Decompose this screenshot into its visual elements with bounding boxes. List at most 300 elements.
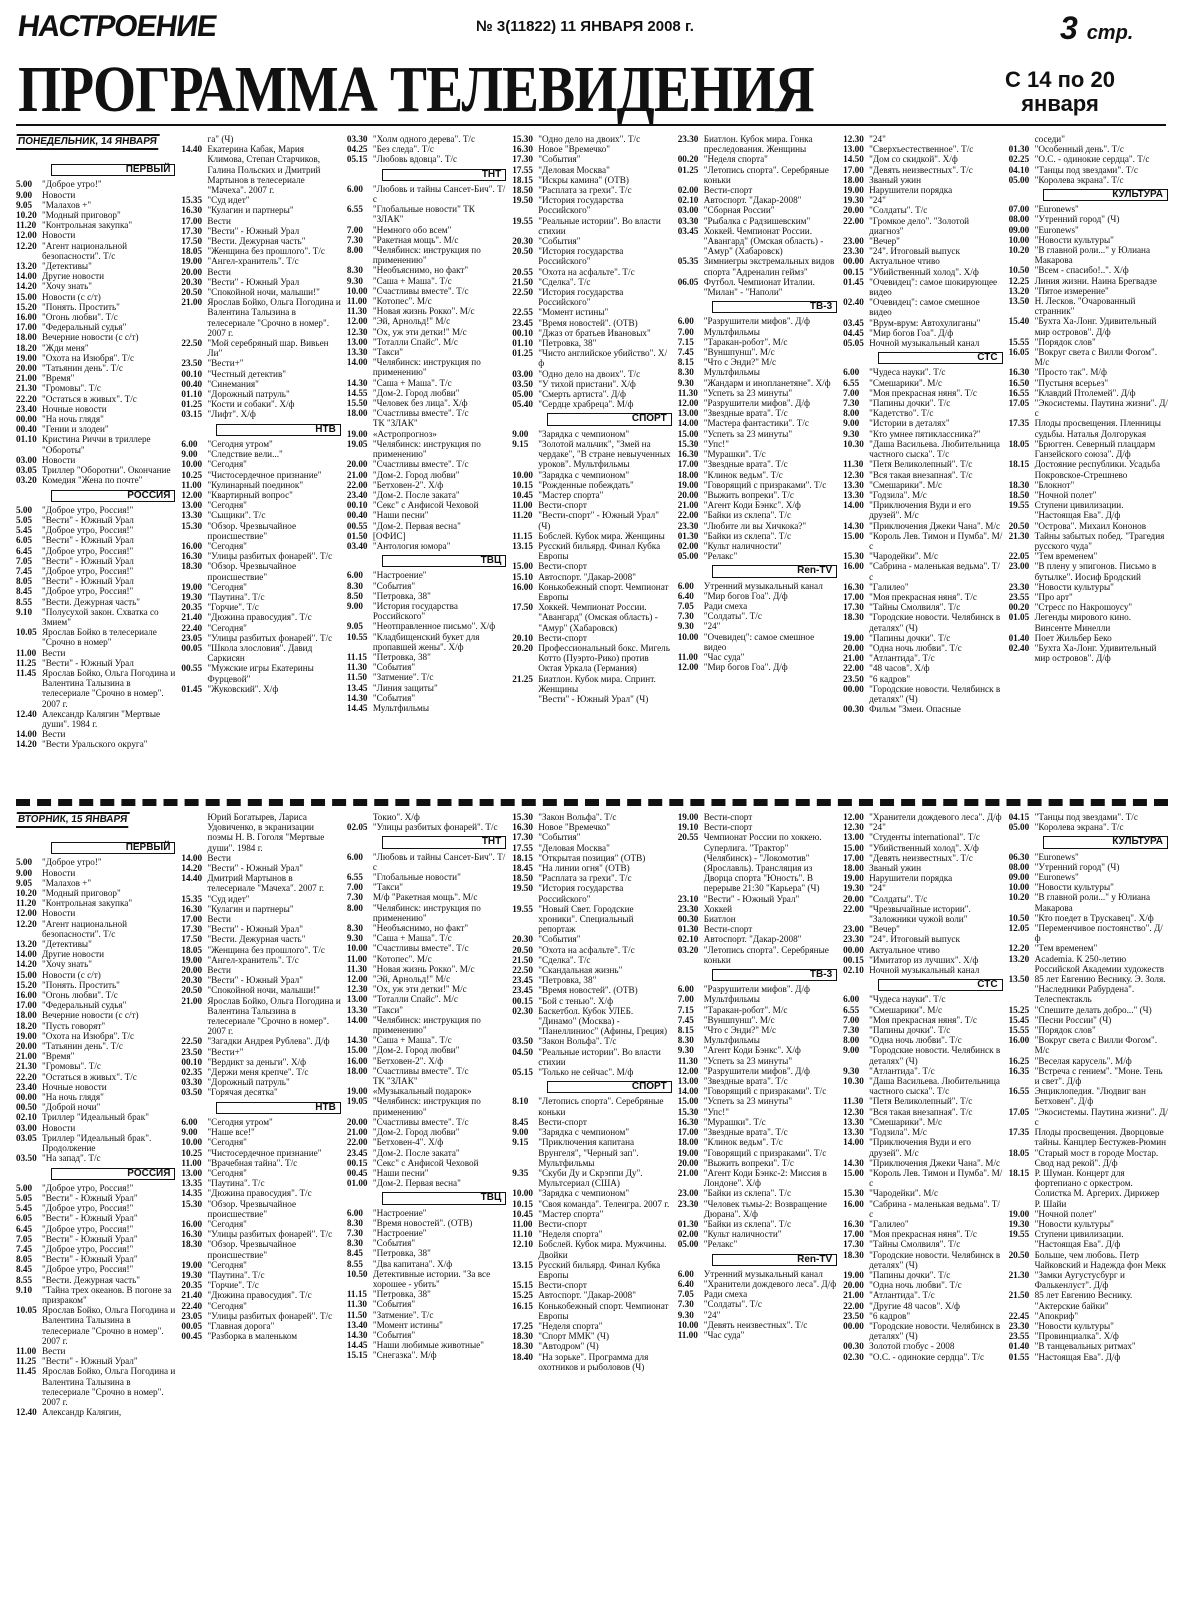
program-item — [16, 465, 175, 475]
program-item — [678, 398, 837, 408]
program-item — [16, 1021, 175, 1031]
program-time: 01.30 — [1008, 144, 1030, 155]
program-time: 14.30 — [346, 692, 368, 703]
program-item — [678, 994, 837, 1004]
program-time: 18.00 — [16, 1010, 37, 1021]
program-time: 01.25 — [181, 399, 203, 410]
program-title: Ступени цивилизации. "Настоящая Ева". Д/ф — [1034, 500, 1124, 521]
masthead: НАСТРОЕНИЕ — [15, 10, 219, 43]
program-title: "Татьянин день". Т/с — [42, 1041, 123, 1052]
program-time: 23.50 — [843, 1310, 864, 1321]
program-time: 6.40 — [677, 1278, 694, 1289]
program-time: 20.35 — [181, 1280, 203, 1291]
program-item — [843, 924, 1002, 934]
program-title: "Охота на асфальте". Т/с — [538, 266, 635, 277]
program-item — [347, 531, 506, 541]
program-item — [1009, 245, 1168, 265]
program-item — [16, 230, 175, 240]
schedule-column — [843, 134, 1002, 794]
program-time: 03.30 — [346, 134, 368, 144]
program-time: 22.00 — [346, 479, 368, 490]
program-time: 22.45 — [1008, 1310, 1030, 1321]
program-title: "Королева экрана". Т/с — [1034, 174, 1124, 185]
channel-header: ТНТ — [382, 169, 507, 181]
program-time: 04.25 — [346, 144, 368, 155]
program-item — [512, 955, 671, 965]
program-item — [347, 245, 506, 265]
program-item — [16, 343, 175, 353]
program-time: 8.30 — [346, 1217, 363, 1228]
program-item — [843, 1290, 1002, 1300]
program-time: 19.30 — [181, 591, 203, 602]
program-time: 6.00 — [677, 580, 694, 591]
program-title: Легенды мирового кино. Винсенте Минелли — [1034, 612, 1131, 633]
program-time: 14.30 — [843, 520, 864, 531]
program-time: 14.00 — [677, 418, 699, 429]
program-time: 19.30 — [181, 1269, 203, 1280]
program-title: "Даша Васильева. Любительница частного сыска". Т/с — [869, 1076, 1001, 1097]
program-item — [843, 643, 1002, 653]
program-item — [347, 184, 506, 204]
program-title: "Горчие". Т/с — [207, 1280, 259, 1291]
program-item — [347, 296, 506, 306]
program-time: 12.20 — [16, 240, 37, 251]
program-title: соседи" — [1034, 134, 1065, 144]
program-time: 10.50 — [1008, 265, 1030, 276]
date-range-line-2: января — [1021, 91, 1099, 116]
program-item — [512, 154, 671, 164]
program-item — [16, 1193, 175, 1203]
channel-header: ТВЦ — [382, 555, 507, 567]
program-title: 85 лет Евгению Веснику. Э. Золя. "Наследники Рабурдена". Телеспектакль — [1034, 974, 1166, 1005]
program-item — [843, 1321, 1002, 1341]
program-title: "Своя команда". Телеигра. 2007 г. — [538, 1198, 670, 1209]
program-time: 22.00 — [677, 510, 699, 521]
program-time: 02.10 — [843, 965, 864, 976]
program-item — [16, 394, 175, 404]
program-title: "Вести" - Южный Урал" (Ч) — [538, 693, 649, 704]
program-title: "Врачебная тайна". Т/с — [207, 1157, 298, 1168]
program-item — [1009, 367, 1168, 377]
program-item — [16, 668, 175, 709]
program-title: "Счастливы вместе". Т/с — [372, 408, 469, 419]
program-title: "Тем временем" — [1034, 943, 1098, 954]
program-time: 11.30 — [843, 1096, 864, 1107]
program-item — [512, 236, 671, 246]
program-item — [1009, 1107, 1168, 1127]
program-time: 6.00 — [843, 367, 860, 378]
program-time: 14.00 — [843, 1137, 864, 1148]
program-item — [347, 683, 506, 693]
program-time: 9.30 — [346, 275, 363, 286]
program-item — [181, 1158, 340, 1168]
program-title: Другие новости — [42, 949, 105, 960]
program-item — [843, 994, 1002, 1004]
program-item — [843, 663, 1002, 673]
program-item — [181, 195, 340, 205]
program-time: 8.30 — [677, 367, 694, 378]
program-item — [16, 1112, 175, 1122]
program-item — [512, 216, 671, 236]
program-time: 14.30 — [843, 1157, 864, 1168]
program-time: 01.25 — [512, 348, 533, 359]
program-title: "Расплата за грехи". Т/с — [538, 873, 632, 884]
program-item — [843, 470, 1002, 480]
program-title: "Кулагин и партнеры" — [207, 903, 294, 914]
program-time: 11.15 — [512, 530, 533, 541]
program-item — [16, 261, 175, 271]
program-item — [678, 1188, 837, 1198]
program-time: 10.25 — [181, 1147, 203, 1158]
program-item — [347, 1137, 506, 1147]
program-title: Детективные истории. "За все хорошее - убить" — [372, 1268, 491, 1289]
program-item — [512, 965, 671, 975]
program-time: 23.50 — [181, 1046, 203, 1057]
program-item — [16, 525, 175, 535]
program-title: "Только не сейчас". М/ф — [538, 1067, 634, 1078]
program-title: "Сабрина - маленькая ведьма". Т/с — [869, 561, 1000, 582]
program-time: 13.50 — [1008, 974, 1030, 985]
program-item — [678, 1299, 837, 1309]
channel-header: ТВЦ — [382, 1192, 507, 1204]
program-title: "Обзор. Чрезвычайное происшествие" — [207, 520, 297, 541]
program-title: "Петя Великолепный". Т/с — [869, 1096, 973, 1107]
program-title: "Врум-врум: Автохулиганы" — [869, 317, 981, 328]
program-item — [181, 592, 340, 602]
program-item — [16, 607, 175, 627]
program-time: 13.00 — [677, 1076, 699, 1087]
program-title: "Успеть за 23 минуты" — [703, 1055, 793, 1066]
program-title: Бобслей. Кубок мира. Мужчины. Двойки — [538, 1239, 667, 1260]
program-title: Вести — [207, 914, 231, 925]
program-time: 15.45 — [1008, 1014, 1030, 1025]
program-item — [347, 1015, 506, 1035]
program-item — [347, 1066, 506, 1076]
program-title: "Успеть за 23 минуты" — [703, 1096, 793, 1107]
program-item — [843, 965, 1002, 975]
program-item — [16, 179, 175, 189]
program-item — [678, 316, 837, 326]
program-item — [843, 1341, 1002, 1351]
program-title: "Громкое дело". "Золотой диагноз" — [869, 215, 970, 236]
program-item — [181, 439, 340, 449]
program-title: "Одна ночь любви". Т/с — [869, 1280, 962, 1291]
program-item — [512, 1321, 671, 1331]
program-title: "Жди меня" — [42, 342, 89, 353]
program-title: "Euronews" — [1034, 204, 1079, 215]
program-item — [678, 551, 837, 561]
program-item — [16, 1000, 175, 1010]
program-time: 5.45 — [16, 525, 33, 536]
program-item — [678, 894, 837, 904]
program-item — [1009, 1015, 1168, 1025]
program-item — [1009, 1352, 1168, 1362]
program-item — [16, 898, 175, 908]
program-item — [16, 1234, 175, 1244]
program-time: 11.00 — [512, 1218, 533, 1229]
program-item — [16, 939, 175, 949]
program-title: "Женщина без прошлого". Т/с — [207, 944, 325, 955]
program-item — [181, 449, 340, 459]
program-title: "Челябинск: инструкция по применению" — [372, 902, 481, 923]
program-time: 18.50 — [1008, 489, 1030, 500]
program-title: "Звездные врата". Т/с — [703, 408, 788, 419]
program-title: Вести-спорт — [538, 1116, 587, 1127]
program-item — [843, 267, 1002, 277]
program-title: Вести-спорт — [703, 185, 753, 196]
program-item — [678, 632, 837, 652]
program-title: Званый ужин — [869, 863, 921, 874]
program-time: 01.10 — [512, 338, 533, 349]
program-title: Вести — [207, 852, 231, 863]
program-item — [843, 398, 1002, 408]
program-title: Актуальное чтиво — [869, 256, 940, 267]
program-item — [181, 256, 340, 266]
program-time: 23.00 — [843, 236, 864, 247]
program-time: 22.00 — [346, 1137, 368, 1148]
program-time: 7.05 — [677, 600, 694, 611]
program-title: "События" — [538, 154, 581, 165]
program-item — [678, 459, 837, 469]
program-title: Academia. К 250-летию Российской Академии художеств — [1034, 953, 1165, 974]
program-item — [512, 185, 671, 195]
program-title: "Остаться в живых". Т/с — [42, 1071, 137, 1082]
program-item — [16, 1244, 175, 1254]
program-title: "Бухта Ха-Лонг. Удивительный мир островов". Д/ф — [1034, 642, 1157, 664]
program-time: 8.45 — [512, 1116, 529, 1127]
program-time: 11.30 — [677, 387, 698, 398]
program-title: Екатерина Кабак, Мария Климова, Степан Старчиков, Галина Польских и Дмитрий Мартынов в телесериале "Мачеха". 2007 г. — [207, 144, 321, 196]
program-time: 14.00 — [16, 271, 37, 282]
program-time: 22.50 — [512, 965, 533, 976]
program-time: 10.15 — [512, 1198, 533, 1209]
program-time: 11.30 — [346, 306, 368, 317]
program-time: 19.55 — [512, 903, 533, 914]
program-title: "Человек тьмы-2: Возвращение Дюрана". Х/ф — [703, 1198, 827, 1219]
program-title: "Хочу знать" — [42, 281, 93, 292]
program-item — [678, 256, 837, 276]
program-title: "Одна ночь любви". Т/с — [869, 1035, 962, 1046]
program-item — [1009, 1321, 1168, 1331]
program-item — [347, 1056, 506, 1066]
program-title: Баскетбол. Кубок УЛЕБ. "Динамо" (Москва) - "Панеллиниос" (Афины, Греция) — [538, 1005, 668, 1037]
program-title: "Челябинск: инструкция по применению" — [372, 245, 481, 266]
program-title: Хоккей. Чемпионат России. "Авангард" (Омская область) - "Амур" (Хабаровск) — [703, 225, 824, 257]
program-title: "Снегазка". М/ф — [372, 1350, 437, 1361]
program-time: 7.45 — [16, 1243, 33, 1254]
program-title: "Золотой мальчик", "Змей на чердаке", "В стране невыученных уроков". Мультфильмы — [538, 438, 671, 470]
channel-header: КУЛЬТУРА — [1043, 836, 1168, 848]
program-item — [181, 1270, 340, 1280]
program-title: "6 кадров" — [869, 1310, 911, 1321]
program-time: 19.00 — [181, 256, 203, 267]
program-time: 17.00 — [843, 164, 864, 175]
program-item — [16, 970, 175, 980]
program-item — [16, 1407, 175, 1417]
program-time: 17.05 — [1008, 398, 1030, 409]
program-title: "Зарядка с чемпионом" — [538, 1188, 630, 1199]
program-time: 20.00 — [843, 205, 864, 216]
program-time: 09.00 — [1008, 224, 1030, 235]
program-item — [181, 924, 340, 934]
program-item — [1009, 1250, 1168, 1270]
program-item — [1009, 378, 1168, 388]
program-time: 01.05 — [1008, 612, 1030, 623]
program-title: "Бетховен-2". Х/ф — [372, 1055, 444, 1066]
program-title: "Детективы" — [42, 261, 92, 272]
program-time: 23.30 — [677, 903, 699, 914]
program-title: "24" — [869, 822, 886, 833]
program-title: "Особенный день". Т/с — [1034, 144, 1124, 155]
program-item — [16, 857, 175, 867]
program-time: 23.45 — [346, 1147, 368, 1158]
program-item — [512, 945, 671, 955]
channel-header: СПОРТ — [547, 413, 672, 425]
program-time: 16.30 — [843, 1218, 864, 1229]
program-title: "На запад". Т/с — [42, 1153, 101, 1164]
program-time: 00.10 — [181, 1056, 203, 1067]
program-item — [843, 1025, 1002, 1035]
program-title: "Жандарм и инопланетяне". Х/ф — [703, 377, 831, 388]
program-time: 21.50 — [1008, 1290, 1030, 1301]
program-time: 9.00 — [346, 600, 363, 611]
program-time: 19.00 — [677, 479, 699, 490]
program-time: 00.55 — [346, 520, 368, 531]
program-title: "Сегодня" — [207, 1300, 247, 1311]
program-item — [678, 1045, 837, 1055]
program-item — [1009, 602, 1168, 612]
program-time: 12.00 — [843, 812, 864, 822]
program-item — [181, 582, 340, 592]
program-item — [678, 1168, 837, 1188]
program-item — [347, 1158, 506, 1168]
program-title: Линия жизни. Наина Брегвадзе — [1034, 275, 1157, 286]
program-item — [512, 165, 671, 175]
program-title: "Мир богов Гоа". Д/ф — [869, 327, 954, 338]
program-time: 16.00 — [16, 990, 37, 1001]
program-title: "Культ наличности" — [703, 1229, 782, 1240]
program-time: 22.55 — [512, 307, 533, 318]
program-title: "Неделя спорта" — [538, 1320, 603, 1331]
program-title: Другие новости — [42, 271, 105, 282]
program-time: 7.30 — [346, 892, 363, 903]
program-item — [181, 1077, 340, 1087]
program-title: Вечерние новости (с с/т) — [42, 1010, 139, 1021]
program-item — [678, 378, 837, 388]
program-title: "Дом-2. Город любви" — [372, 387, 460, 398]
program-item — [16, 322, 175, 332]
program-title: М/ф "Ракетная мощь". М/с — [372, 892, 478, 903]
program-item — [512, 307, 671, 317]
program-time: 13.45 — [346, 682, 368, 693]
program-item — [16, 404, 175, 414]
program-item — [843, 945, 1002, 955]
program-time: 05.00 — [677, 1239, 699, 1250]
program-title: Вести — [207, 215, 231, 226]
program-time: 15.35 — [181, 893, 203, 904]
program-item — [512, 541, 671, 561]
program-time: 18.40 — [512, 1351, 533, 1362]
program-time: 18.30 — [843, 1249, 864, 1260]
program-time: 7.45 — [677, 347, 694, 358]
program-item — [347, 1238, 506, 1248]
program-item — [678, 418, 837, 428]
program-item — [843, 388, 1002, 398]
channel-header: НТВ — [216, 424, 341, 436]
program-item — [16, 1153, 175, 1163]
program-title: "Тоталли Спайс". М/с — [372, 994, 458, 1005]
program-item — [16, 1102, 175, 1112]
program-time: 17.50 — [512, 602, 533, 613]
program-title: "На линии огня" (ОТВ) — [538, 863, 630, 874]
program-item — [678, 185, 837, 195]
program-title: Биатлон. Кубок мира. Спринт. Женщины — [538, 673, 656, 694]
program-time: 21.50 — [512, 954, 533, 965]
program-title: "Вести" - Южный Урал" — [42, 1254, 138, 1265]
program-title: "Танцы под звездами". Т/с — [1034, 812, 1138, 822]
program-title: "Остаться в живых". Т/с — [42, 393, 137, 404]
program-item — [16, 1254, 175, 1264]
program-title: "Без следа". Т/с — [372, 144, 434, 155]
program-item — [512, 1280, 671, 1290]
program-item — [1009, 154, 1168, 164]
program-item — [16, 1356, 175, 1366]
program-title: "Упс!" — [703, 438, 729, 449]
program-title: Ради смеха — [703, 600, 748, 611]
program-time: 17.00 — [677, 1127, 699, 1138]
program-time: 9.10 — [16, 1284, 33, 1295]
program-title: "Следствие вели..." — [207, 449, 283, 460]
program-time: 19.10 — [677, 822, 699, 833]
program-time: 15.00 — [677, 428, 699, 439]
program-item — [1009, 872, 1168, 882]
program-item — [512, 1036, 671, 1046]
program-time: 11.30 — [677, 1055, 698, 1066]
program-time: 22.00 — [843, 215, 864, 226]
program-time: 17.55 — [512, 164, 533, 175]
program-time: 08.00 — [1008, 861, 1030, 872]
program-item — [347, 1117, 506, 1127]
program-time: 14.40 — [181, 144, 203, 155]
program-time: 6.00 — [181, 1116, 198, 1127]
program-time: 12.00 — [677, 398, 699, 409]
program-title: "Холм одного дерева". Т/с — [372, 134, 476, 144]
program-title: "Доброе утро, Россия!" — [42, 1203, 134, 1214]
program-time: 03.00 — [16, 1122, 37, 1133]
program-time: 9.30 — [677, 1309, 694, 1320]
program-item — [1009, 521, 1168, 531]
program-title: "Новая жизнь Рокко". М/с — [372, 963, 475, 974]
program-item — [843, 812, 1002, 822]
program-item — [16, 566, 175, 576]
program-item — [16, 353, 175, 363]
program-item — [512, 175, 671, 185]
program-title: "О.С. - одинокие сердца". Т/с — [1034, 154, 1150, 165]
program-title: "Агент Коди Бэнкс-2: Миссия в Лондоне". Х/ф — [703, 1167, 827, 1189]
program-item — [843, 561, 1002, 581]
program-time: 5.00 — [16, 179, 33, 190]
program-title: "Два капитана". Х/ф — [372, 1258, 453, 1269]
program-item — [1009, 480, 1168, 490]
program-item — [181, 1290, 340, 1300]
program-time: 21.30 — [1008, 530, 1030, 541]
program-item — [678, 388, 837, 398]
program-time: 7.15 — [677, 1004, 694, 1015]
program-time: 18.00 — [843, 174, 864, 185]
program-title: "Смешарики". М/с — [869, 1116, 943, 1127]
program-item — [16, 1031, 175, 1041]
program-time: 23.30 — [677, 1198, 699, 1209]
